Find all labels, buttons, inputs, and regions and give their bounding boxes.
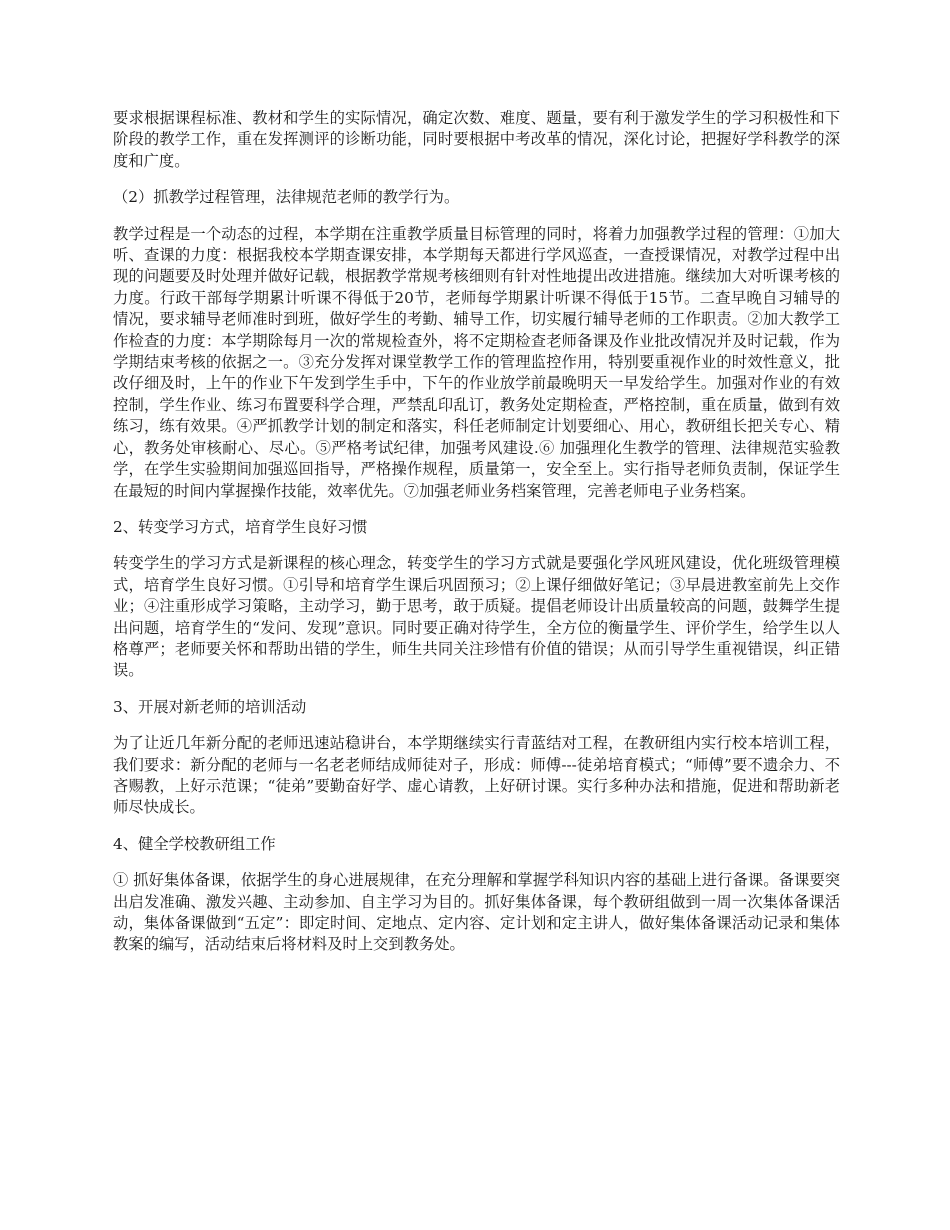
paragraph-evaluation-requirements: 要求根据课程标准、教材和学生的实际情况，确定次数、难度、题量，要有利于激发学生的学习积极性和下阶段的教学工作，重在发挥测评的诊断功能，同时要根据中考改革的情况，深化讨论，把握好学科教学的深度和广度。: [113, 109, 840, 170]
heading-new-teacher-training: 3、开展对新老师的培训活动: [113, 697, 307, 716]
paragraph-new-teacher-training: 为了让近几年新分配的老师迅速站稳讲台，本学期继续实行青蓝结对工程，在教研组内实行校本培训工程，我们要求：新分配的老师与一名老老师结成师徒对子，形成：师傅---徒弟培育模式；“师傅”要不遗余力、不吝赐教，上好示范课；“徒弟”要勤奋好学、虚心请教，上好研讨课。实行多种办法和措施，促进和帮助新老师尽快成长。: [113, 734, 840, 817]
heading-teaching-process: （2）抓教学过程管理，法律规范老师的教学行为。: [113, 188, 460, 207]
heading-learning-methods: 2、转变学习方式，培育学生良好习惯: [113, 517, 368, 536]
paragraph-teaching-research-group: ① 抓好集体备课，依据学生的身心进展规律，在充分理解和掌握学科知识内容的基础上进行备课。备课要突出启发准确、激发兴趣、主动参加、自主学习为目的。抓好集体备课，每个教研组做到一周一次集体备课活动，集体备课做到“五定”：即定时间、定地点、定内容、定计划和定主讲人，做好集体备课活动记录和集体教案的编写，活动结束后将材料及时上交到教务处。: [113, 871, 840, 954]
document-page: [113, 108, 840, 971]
heading-teaching-research-group: 4、健全学校教研组工作: [113, 834, 276, 853]
paragraph-learning-methods: 转变学生的学习方式是新课程的核心理念，转变学生的学习方式就是要强化学风班风建设，优化班级管理模式，培育学生良好习惯。①引导和培育学生课后巩固预习；②上课仔细做好笔记；③早晨进教室前先上交作业；④注重形成学习策略，主动学习，勤于思考，敢于质疑。提倡老师设计出质量较高的问题，鼓舞学生提出问题，培育学生的“发问、发现”意识。同时要正确对待学生，全方位的衡量学生、评价学生，给学生以人格尊严；老师要关怀和帮助出错的学生，师生共同关注珍惜有价值的错误；从而引导学生重视错误，纠正错误。: [113, 554, 840, 680]
paragraph-teaching-process: 教学过程是一个动态的过程，本学期在注重教学质量目标管理的同时，将着力加强教学过程的管理：①加大听、查课的力度：根据我校本学期查课安排，本学期每天都进行学风巡查，一查授课情况，对教学过程中出现的问题要及时处理并做好记载，根据教学常规考核细则有针对性地提出改进措施。继续加大对听课考核的力度。行政干部每学期累计听课不得低于20节，老师每学期累计听课不得低于15节。二查早晚自习辅导的情况，要求辅导老师准时到班，做好学生的考勤、辅导工作，切实履行辅导老师的工作职责。②加大教学工作检查的力度：本学期除每月一次的常规检查外，将不定期检查老师备课及作业批改情况并及时记载，作为学期结束考核的依据之一。③充分发挥对课堂教学工作的管理监控作用，特别要重视作业的时效性意义，批改仔细及时，上午的作业下午发到学生手中，下午的作业放学前最晚明天一早发给学生。加强对作业的有效控制，学生作业、练习布置要科学合理，严禁乱印乱订，教务处定期检查，严格控制，重在质量，做到有效练习，练有效果。④严抓教学计划的制定和落实，科任老师制定计划要细心、用心，教研组长把关专心、精心，教务处审核耐心、尽心。⑤严格考试纪律，加强考风建设.⑥ 加强理化生教学的管理、法律规范实验教学，在学生实验期间加强巡回指导，严格操作规程，质量第一，安全至上。实行指导老师负责制，保证学生在最短的时间内掌握操作技能，效率优先。⑦加强老师业务档案管理，完善老师电子业务档案。: [113, 224, 840, 500]
